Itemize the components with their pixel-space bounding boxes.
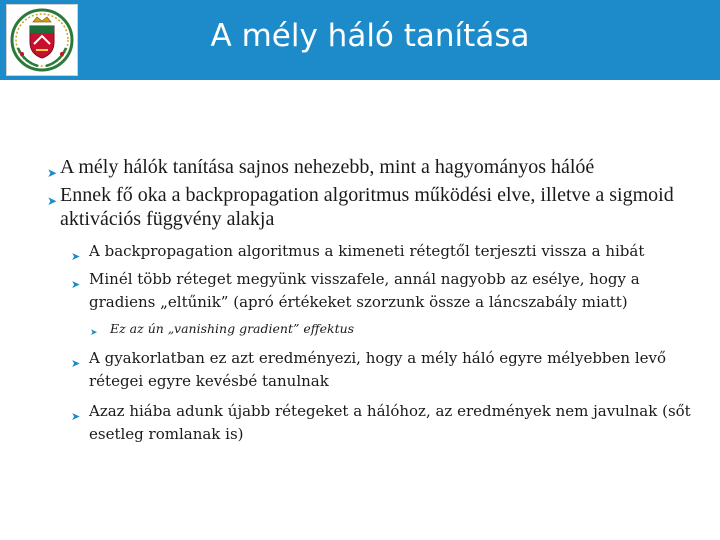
bullet-text: Ez az ún „vanishing gradient” effektus xyxy=(110,321,355,336)
bullet-text: Minél több réteget megyünk visszafele, annál nagyobb az esélye, hogy a gradiens „eltűnik” (apró értékeket szorzunk össze a láncszabály miatt) xyxy=(89,270,640,311)
bullet-item xyxy=(71,268,699,314)
arrow-bullet-icon: ➤ xyxy=(71,357,81,370)
arrow-bullet-icon: ➤ xyxy=(71,278,81,291)
bullet-text: Ennek fő oka a backpropagation algoritmus működési elve, illetve a sigmoid aktivációs függvény alakja xyxy=(60,184,674,230)
arrow-bullet-icon: ➤ xyxy=(90,328,98,338)
bullet-text: A gyakorlatban ez azt eredményezi, hogy a mély háló egyre mélyebben levő rétegei egyre kevésbé tanulnak xyxy=(89,349,667,390)
bullet-item xyxy=(47,155,700,180)
arrow-bullet-icon: ➤ xyxy=(71,250,81,263)
bullet-item xyxy=(71,240,699,263)
bullet-item xyxy=(71,400,699,446)
bullet-item xyxy=(47,183,700,231)
bullet-text: A backpropagation algoritmus a kimeneti rétegtől terjeszti vissza a hibát xyxy=(89,242,645,260)
arrow-bullet-icon: ➤ xyxy=(47,194,58,208)
arrow-bullet-icon: ➤ xyxy=(47,166,58,180)
bullet-text: A mély hálók tanítása sajnos nehezebb, mint a hagyományos hálóé xyxy=(60,156,595,178)
arrow-bullet-icon: ➤ xyxy=(71,410,81,423)
bullet-item xyxy=(71,347,699,393)
bullet-item xyxy=(90,320,700,338)
bullet-text: Azaz hiába adunk újabb rétegeket a hálóhoz, az eredmények nem javulnak (sőt esetleg romlanak is) xyxy=(89,402,691,443)
slide-title: A mély háló tanítása xyxy=(210,18,530,54)
